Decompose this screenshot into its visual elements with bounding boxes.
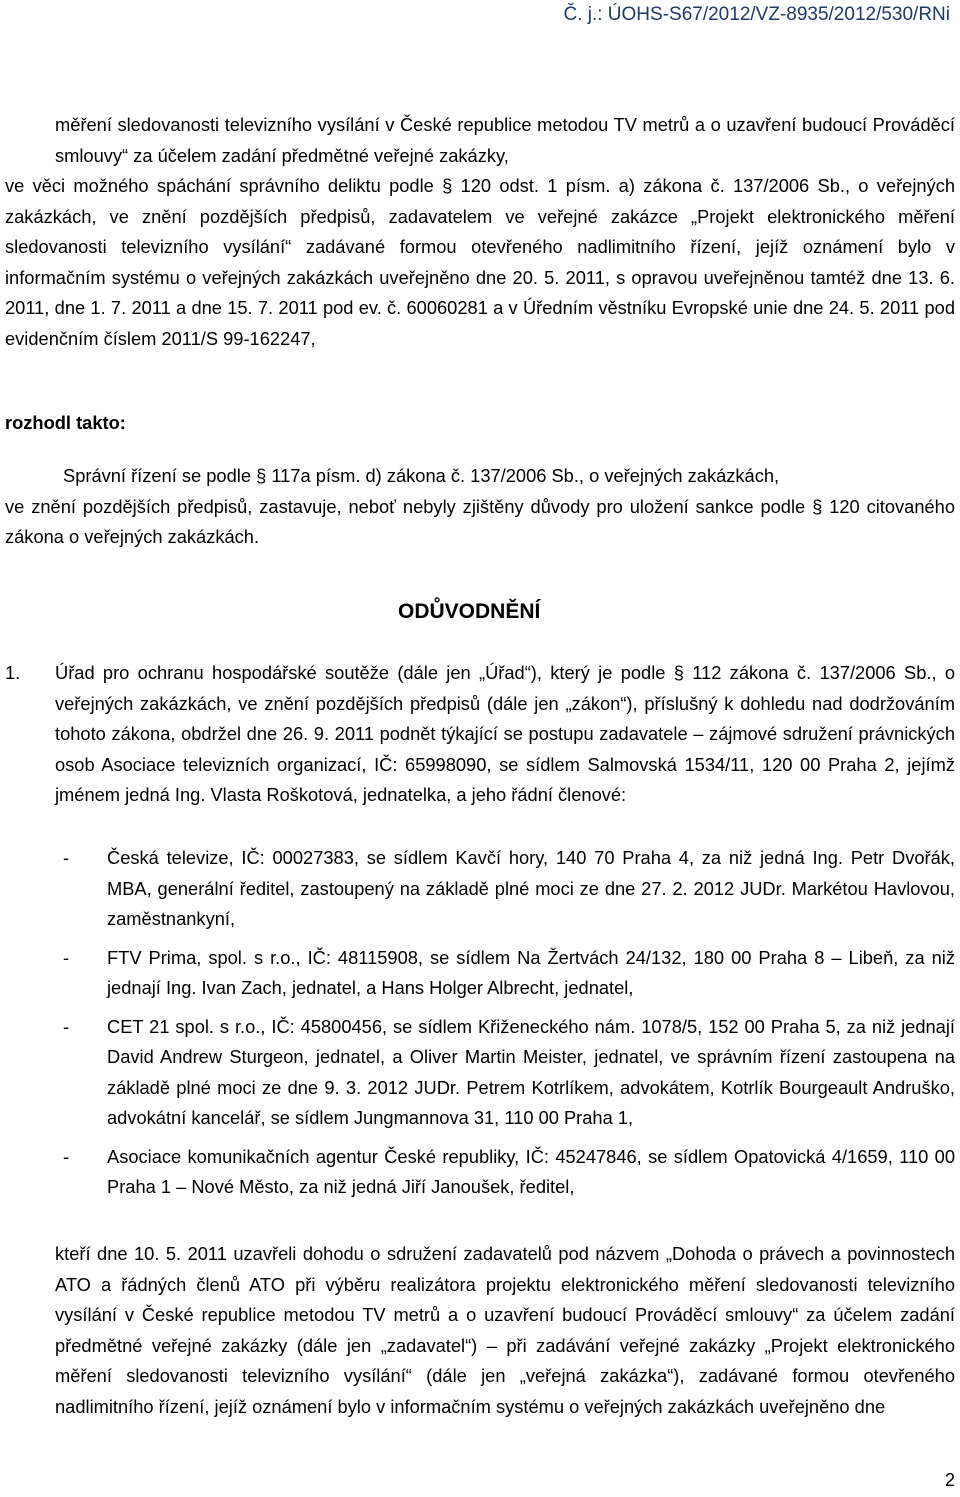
section-heading: ODŮVODNĚNÍ: [398, 600, 541, 623]
list-item: [55, 1012, 955, 1134]
decision-label: rozhodl takto:: [5, 412, 126, 433]
list-item: [55, 843, 955, 935]
members-list: [55, 843, 955, 1211]
intro-indented-text: měření sledovanosti televizního vysílání v České republice metodou TV metrů a o uzavření budoucí Prováděcí smlouvy“ za účelem zadání předmětné veřejné zakázky,: [55, 114, 955, 166]
list-item: [55, 1142, 955, 1203]
list-item: [55, 943, 955, 1004]
member-text: CET 21 spol. s r.o., IČ: 45800456, se sídlem Křiženeckého nám. 1078/5, 152 00 Praha 5, za niž jednají David Andrew Sturgeon, jednatel, a Oliver Martin Meister, jednatel, ve správním řízení zastoupena na základě plné moci ze dne 9. 3. 2012 JUDr. Petrem Kotrlíkem, advokátem, Kotrlík Bourgeault Andruško, advokátní kancelář, se sídlem Jungmannova 31, 110 00 Praha 1,: [107, 1015, 955, 1128]
member-text: Česká televize, IČ: 00027383, se sídlem Kavčí hory, 140 70 Praha 4, za niž jedná Ing. Petr Dvořák, MBA, generální ředitel, zastoupený na základě plné moci ze dne 27. 2. 2012 JUDr. Markétou Havlovou, zaměstnankyní,: [107, 847, 955, 929]
closing-paragraph: kteří dne 10. 5. 2011 uzavřeli dohodu o sdružení zadavatelů pod názvem „Dohoda o právech a povinnostech ATO a řádných členů ATO při výběru realizátora projektu elektronického měření sledovanosti televizního vysílání v České republice metodou TV metrů a o uzavření budoucí Prováděcí smlouvy“ za účelem zadání předmětné veřejné zakázky (dále jen „zadavatel“) – při zadávání veřejné zakázky „Projekt elektronického měření sledovanosti televizního vysílání“ (dále jen „veřejná zakázka“), zadávané formou otevřeného nadlimitního řízení, jejíž oznámení bylo v informačním systému o veřejných zakázkách uveřejněno dne: [55, 1243, 955, 1417]
page-number: 2: [944, 1470, 955, 1490]
intro-body-text: ve věci možného spáchání správního deliktu podle § 120 odst. 1 písm. a) zákona č. 137/2006 Sb., o veřejných zakázkách, ve znění pozdějších předpisů, zadavatelem ve veřejné zakázce „Projekt elektronického měření sledovanosti televizního vysílání“ zadávané formou otevřeného nadlimitního řízení, jejíž oznámení bylo v informačním systému o veřejných zakázkách uveřejněno dne 20. 5. 2011, s opravou uveřejněnou tamtéž dne 13. 6. 2011, dne 1. 7. 2011 a dne 15. 7. 2011 pod ev. č. 60060281 a v Úředním věstníku Evropské unie dne 24. 5. 2011 pod evidenčním číslem 2011/S 99-162247,: [5, 175, 955, 349]
member-text: FTV Prima, spol. s r.o., IČ: 48115908, se sídlem Na Žertvách 24/132, 180 00 Praha 8 – Libeň, za niž jednají Ing. Ivan Zach, jednatel, a Hans Holger Albrecht, jednatel,: [107, 946, 955, 998]
paragraph-1-text: Úřad pro ochranu hospodářské soutěže (dále jen „Úřad“), který je podle § 112 zákona č. 137/2006 Sb., o veřejných zakázkách, ve znění pozdějších předpisů (dále jen „zákon“), příslušný k dohledu nad dodržováním tohoto zákona, obdržel dne 26. 9. 2011 podnět týkající se postupu zadavatele – zájmové sdružení právnických osob Asociace televizních organizací, IČ: 65998090, se sídlem Salmovská 1534/11, 120 00 Praha 2, jejímž jménem jedná Ing. Vlasta Roškotová, jednatelka, a jeho řádní členové:: [55, 662, 955, 805]
case-reference: Č. j.: ÚOHS-S67/2012/VZ-8935/2012/530/RNi: [563, 4, 950, 25]
paragraph-number: 1.: [5, 662, 21, 683]
verdict-first-line: Správní řízení se podle § 117a písm. d) zákona č. 137/2006 Sb., o veřejných zakázkách,: [63, 465, 780, 486]
list-dash: -: [63, 1015, 70, 1037]
verdict-block: [5, 461, 955, 553]
verdict-rest: ve znění pozdějších předpisů, zastavuje, neboť nebyly zjištěny důvody pro uložení sankce podle § 120 citovaného zákona o veřejných zakázkách.: [5, 495, 955, 547]
list-dash: -: [63, 946, 70, 968]
member-text: Asociace komunikačních agentur České republiky, IČ: 45247846, se sídlem Opatovická 4/1659, 110 00 Praha 1 – Nové Město, za niž jedná Jiří Janoušek, ředitel,: [107, 1145, 955, 1197]
list-dash: -: [63, 1145, 70, 1167]
list-dash: -: [63, 847, 70, 868]
